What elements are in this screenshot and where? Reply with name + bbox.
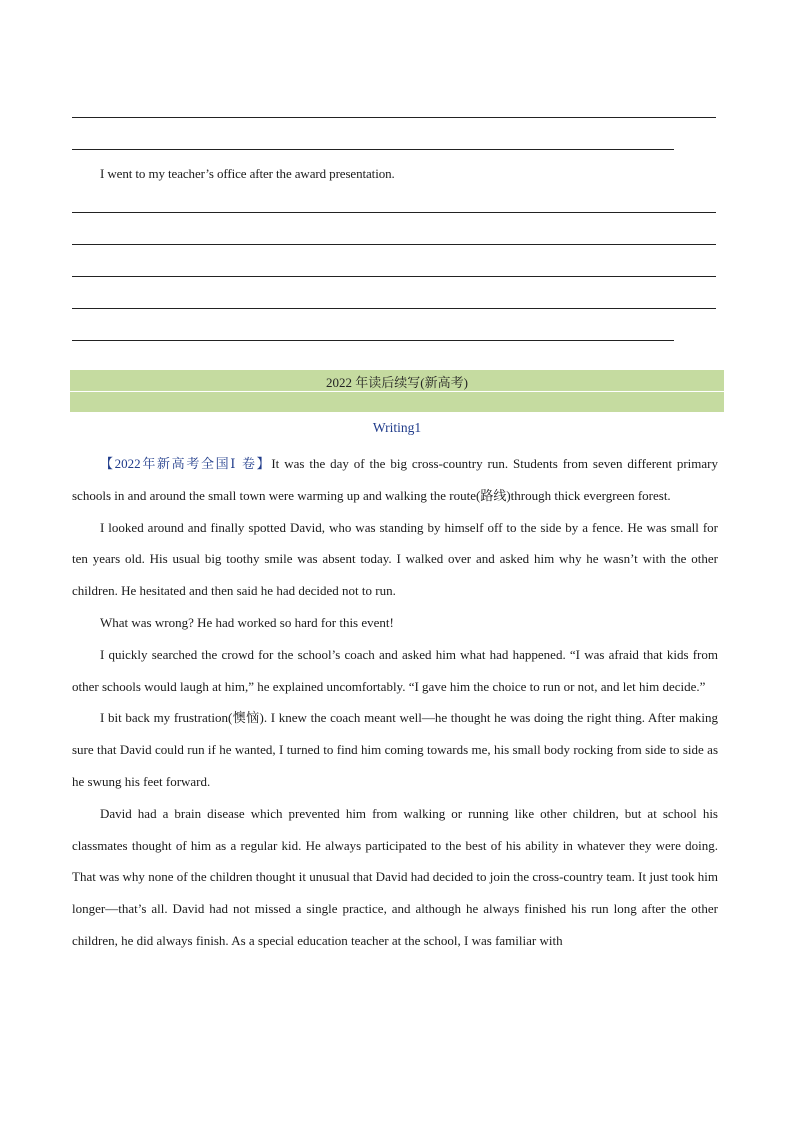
section-subtitle: Writing1 bbox=[372, 420, 422, 435]
passage-paragraph-1 bbox=[72, 448, 718, 512]
banner-divider bbox=[70, 391, 724, 392]
continuation-prompt: I went to my teacher’s office after the award presentation. bbox=[100, 166, 395, 181]
passage-paragraph-3: What was wrong? He had worked so hard for this event! bbox=[100, 614, 394, 630]
paragraph-1-text: It was the day of the big cross-country run. Students from seven different primary schools in and around the small town were warming up and walking the route(路线)through thick evergreen forest. bbox=[72, 456, 718, 503]
section-banner-title: 2022 年读后续写(新高考) bbox=[326, 375, 468, 390]
section-banner bbox=[70, 370, 724, 412]
passage-paragraph-4: I quickly searched the crowd for the school’s coach and asked him what had happened. “I was afraid that kids from other schools would laugh at him,” he explained uncomfortably. “I gave him the choice to run or not, and let him decide.” bbox=[72, 646, 718, 694]
writing-line-1 bbox=[72, 117, 716, 118]
passage-paragraph-5: I bit back my frustration(懊恼). I knew the coach meant well—he thought he was doing the right thing. After making sure that David could run if he wanted, I turned to find him coming towards me, his small body rocking from side to side as he swung his feet forward. bbox=[72, 710, 718, 789]
passage-paragraph-6: David had a brain disease which prevented him from walking or running like other children, but at school his classmates thought of him as a regular kid. He always participated to the best of his ability in whatever they were doing. That was why none of the children thought it unusual that David had decided to join the cross-country team. It just took him longer—that’s all. David had not missed a single practice, and although he always finished his run long after the other children, he did always finish. As a special education teacher at the school, I was familiar with bbox=[72, 805, 718, 948]
source-tag: 【2022年新高考全国Ⅰ 卷】 bbox=[100, 456, 272, 471]
passage-paragraph-2: I looked around and finally spotted David, who was standing by himself off to the side by a fence. He was small for ten years old. His usual big toothy smile was absent today. I walked over and asked him why he wasn’t with the other children. He hesitated and then said he had decided not to run. bbox=[72, 519, 718, 599]
writing-line-2 bbox=[72, 149, 674, 150]
writing-line-3 bbox=[72, 212, 716, 213]
passage-body bbox=[72, 448, 718, 957]
writing-line-5 bbox=[72, 276, 716, 277]
writing-line-4 bbox=[72, 244, 716, 245]
writing-line-6 bbox=[72, 308, 716, 309]
writing-line-7 bbox=[72, 340, 674, 341]
